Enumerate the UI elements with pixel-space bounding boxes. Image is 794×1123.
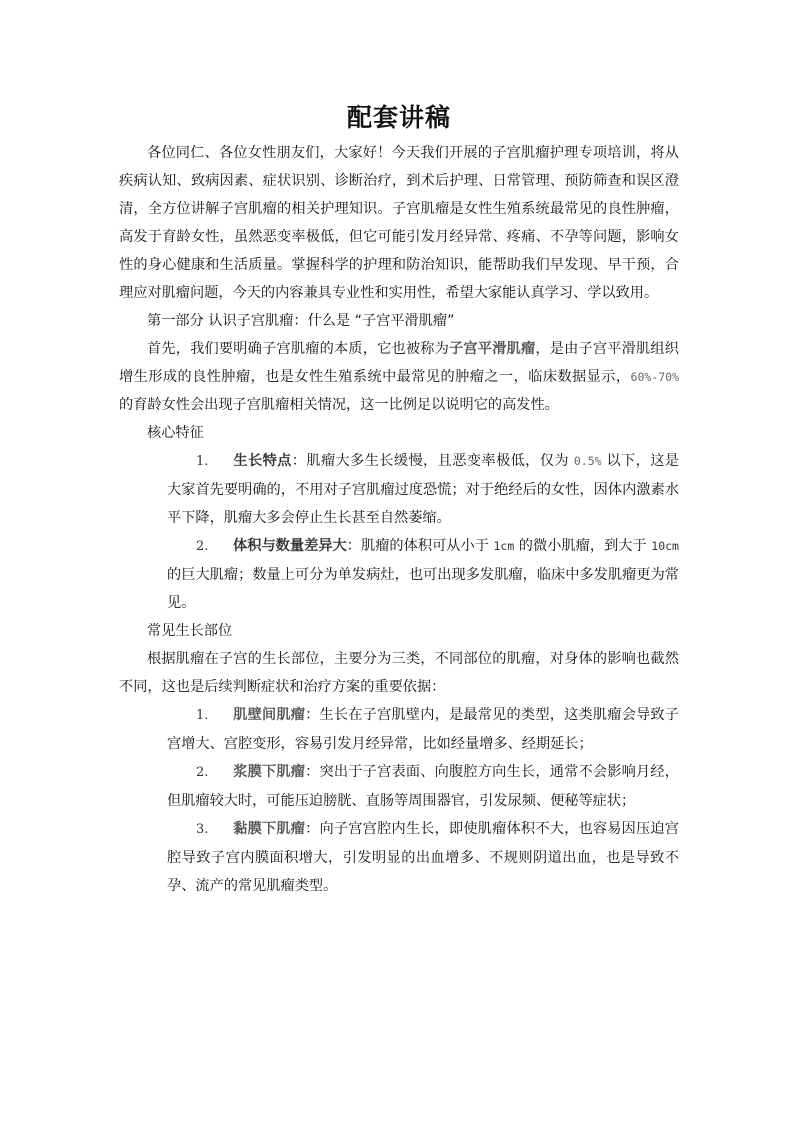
list-text: ：突出于子宫表面、向腹腔方向生长，通常不会影响月经，但肌瘤较大时，可能压迫膀胱、直肠等周围器官，引发尿频、便秘等症状； <box>167 764 679 809</box>
locations-intro: 根据肌瘤在子宫的生长部位，主要分为三类，不同部位的肌瘤，对身体的影响也截然不同，这也是后续判断症状和治疗方案的重要依据： <box>119 651 679 695</box>
list-number: 1. <box>196 454 209 469</box>
list-number: 2. <box>196 539 209 554</box>
list-number: 2. <box>196 765 209 780</box>
list-text-a: ：肌瘤大多生长缓慢，且恶变率极低，仅为 <box>291 453 574 469</box>
list-label: 肌壁间肌瘤 <box>233 707 306 723</box>
part1-text-b: ，是由子宫平滑肌组织增生形成的良性肿瘤，也是女性生殖系统中最常见的肿瘤之一，临床数据显示， <box>119 341 679 385</box>
locations-heading: 常见生长部位 <box>147 623 233 639</box>
list-value-2: 10cm <box>651 539 679 553</box>
location-item-2 <box>119 758 679 815</box>
list-number: 3. <box>196 822 209 837</box>
list-value: 1cm <box>493 539 515 553</box>
term-highlight: 子宫平滑肌瘤 <box>449 341 536 357</box>
list-text-b: 以下，这是大家首先要明确的，不用对子宫肌瘤过度恐慌；对于绝经后的女性，因体内激素水平下降，肌瘤大多会停止生长甚至自然萎缩。 <box>167 453 679 526</box>
list-value: 0.5% <box>573 454 602 468</box>
part1-heading: 第一部分 认识子宫肌瘤：什么是 “子宫平滑肌瘤” <box>147 313 455 329</box>
list-label: 体积与数量差异大 <box>233 538 347 554</box>
location-item-1 <box>119 701 679 758</box>
document-title: 配套讲稿 <box>346 103 451 132</box>
core-feature-item-2 <box>119 532 679 617</box>
list-text-a: ：肌瘤的体积可从小于 <box>346 538 494 554</box>
stat-value: 60%-70% <box>630 370 679 384</box>
list-label: 浆膜下肌瘤 <box>233 764 306 780</box>
list-text-b: 的巨大肌瘤；数量上可分为单发病灶，也可出现多发肌瘤，临床中多发肌瘤更为常见。 <box>167 567 679 611</box>
list-text: ：生长在子宫肌壁内，是最常见的类型，这类肌瘤会导致子宫增大、宫腔变形，容易引发月经异常，比如经量增多、经期延长； <box>167 707 679 752</box>
list-number: 1. <box>196 708 209 723</box>
location-item-3 <box>119 815 679 900</box>
core-feature-item-1 <box>119 447 679 532</box>
list-text: ：向子宫宫腔内生长，即使肌瘤体积不大，也容易因压迫宫腔导致子宫内膜面积增大，引发明显的出血增多、不规则阴道出血，也是导致不孕、流产的常见肌瘤类型。 <box>167 821 679 894</box>
list-text-mid: 的微小肌瘤，到大于 <box>514 538 652 554</box>
intro-paragraph: 各位同仁、各位女性朋友们，大家好！今天我们开展的子宫肌瘤护理专项培训，将从疾病认知、致病因素、症状识别、诊断治疗，到术后护理、日常管理、预防筛查和误区澄清，全方位讲解子宫肌瘤的相关护理知识。子宫肌瘤是女性生殖系统最常见的良性肿瘤，高发于育龄女性，虽然恶变率极低，但它可能引发月经异常、疼痛、不孕等问题，影响女性的身心健康和生活质量。掌握科学的护理和防治知识，能帮助我们早发现、早干预，合理应对肌瘤问题，今天的内容兼具专业性和实用性，希望大家能认真学习、学以致用。 <box>119 145 679 301</box>
part1-text-c: 的育龄女性会出现子宫肌瘤相关情况，这一比例足以说明它的高发性。 <box>119 397 559 413</box>
list-label: 黏膜下肌瘤 <box>233 821 306 837</box>
part1-text-a: 首先，我们要明确子宫肌瘤的本质，它也被称为 <box>147 341 450 357</box>
document-body <box>119 139 679 900</box>
part1-paragraph <box>119 335 679 419</box>
core-features-heading: 核心特征 <box>147 425 204 441</box>
list-label: 生长特点 <box>233 453 292 469</box>
